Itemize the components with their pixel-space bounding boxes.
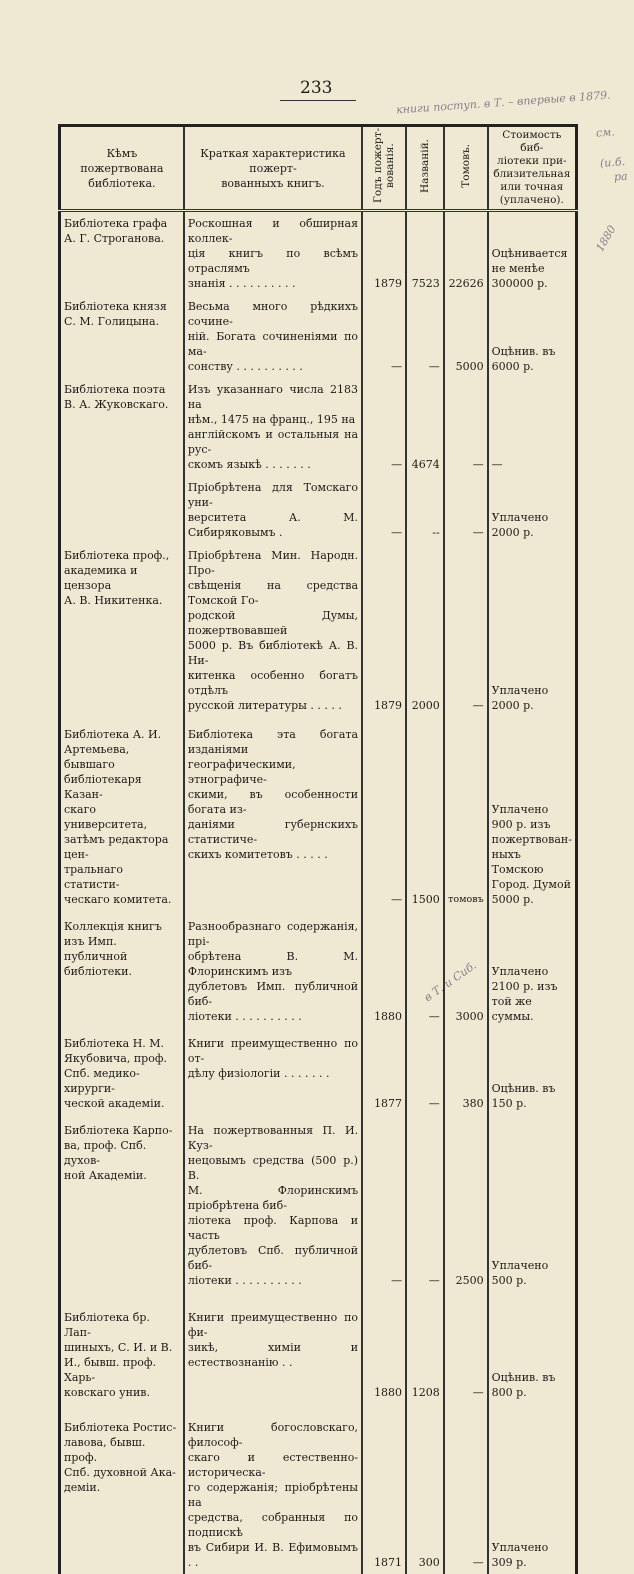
volumes-cell: — (444, 476, 488, 544)
cost-cell: — (488, 378, 577, 476)
titles-cell: — (406, 1028, 444, 1115)
description-cell: Книги преимущественно по фи- зикѣ, химiи и естествознанiю . . (184, 1292, 362, 1404)
volumes-cell: 3000 (444, 911, 488, 1028)
titles-cell: 1208 (406, 1292, 444, 1404)
description-cell: Книги преимущественно по от- дѣлу физiологiи . . . . . . . (184, 1028, 362, 1115)
volumes-cell: — (444, 1292, 488, 1404)
page-number-rule (280, 100, 356, 101)
cost-cell: Оцѣнивается не менѣе 300000 р. (488, 211, 577, 296)
header-titles: Названiй. (406, 126, 444, 211)
description-cell: Изъ указаннаго числа 2183 на нѣм., 1475 на франц., 195 на англiйскомъ и остальныя на рус- скомъ языкѣ . . . . . . . (184, 378, 362, 476)
cost-cell: Оцѣнив. въ 800 р. (488, 1292, 577, 1404)
titles-cell: — (406, 911, 444, 1028)
description-cell: Прiобрѣтена для Томскаго уни- верситета А. М. Сибиряковымъ . (184, 476, 362, 544)
titles-cell: 2000 (406, 544, 444, 717)
donations-table (58, 124, 578, 1574)
description-cell: Книги богословскаго, философ- скаго и естественно-историческа- го содержанiя; прiобрѣтены на средства, собранныя по подпискѣ въ Сибири И. В. Ефимовымъ . . (184, 1404, 362, 1574)
year-cell: 1871 (362, 1404, 406, 1574)
donor-cell: Библiотека князя С. М. Голицына. (60, 295, 184, 378)
handwritten-note: книги поступ. в Т. – впервые в 1879. (395, 88, 612, 117)
donor-cell: Библiотека проф., академика и цензора А. В. Никитенка. (60, 544, 184, 717)
titles-cell: 1500 (406, 717, 444, 911)
donor-cell: Библiотека Ростис- лавова, бывш. проф. Спб. духовной Ака- демiи. (60, 1404, 184, 1574)
titles-cell: 300 (406, 1404, 444, 1574)
description-cell: Весьма много рѣдкихъ сочине- нiй. Богата сочиненiями по ма- сонству . . . . . . . . . . (184, 295, 362, 378)
year-cell: — (362, 717, 406, 911)
header-volumes: Томовъ. (444, 126, 488, 211)
cost-cell: Оцѣнив. въ 6000 р. (488, 295, 577, 378)
table-row (60, 295, 577, 378)
table-row (60, 717, 577, 911)
cost-cell: Уплачено 2000 р. (488, 476, 577, 544)
description-cell: Разнообразнаго содержанiя, прi- обрѣтена В. М. Флоринскимъ изъ дублетовъ Имп. публичной биб- лiотеки . . . . . . . . . . (184, 911, 362, 1028)
year-cell: 1880 (362, 911, 406, 1028)
cost-cell: Уплачено 309 р. (488, 1404, 577, 1574)
donor-cell (60, 476, 184, 544)
titles-cell: -- (406, 476, 444, 544)
volumes-cell: — (444, 544, 488, 717)
handwritten-note: в Т. и Сиб. (421, 958, 479, 1005)
cost-cell: Уплачено 2100 р. изъ той же суммы. (488, 911, 577, 1028)
year-cell: — (362, 1115, 406, 1292)
year-cell: 1879 (362, 544, 406, 717)
year-cell: 1879 (362, 211, 406, 296)
donor-cell: Библiотека Карпо- ва, проф. Спб. духов- ной Академiи. (60, 1115, 184, 1292)
table-row (60, 211, 577, 296)
titles-cell: 7523 (406, 211, 444, 296)
handwritten-note: см. (595, 125, 616, 140)
titles-cell: — (406, 295, 444, 378)
cost-cell: Уплачено 2000 р. (488, 544, 577, 717)
table-row (60, 544, 577, 717)
description-cell: На пожертвованныя П. И. Куз- нецовымъ средства (500 р.) В. М. Флоринскимъ прiобрѣтена биб- лiотека проф. Карпова и часть дублетовъ Спб. публичной биб- лiотеки . . . . . . . . . . (184, 1115, 362, 1292)
year-cell: 1877 (362, 1028, 406, 1115)
donor-cell: Библiотека Н. М. Якубовича, проф. Спб. медико-хирурги- ческой академiи. (60, 1028, 184, 1115)
year-cell: — (362, 476, 406, 544)
volumes-cell: — (444, 378, 488, 476)
donor-cell: Библiотека бр. Лап- шиныхъ, С. И. и В. И., бывш. проф. Харь- ковскаго унив. (60, 1292, 184, 1404)
table-row (60, 1404, 577, 1574)
volumes-cell: 2500 (444, 1115, 488, 1292)
table-row (60, 1292, 577, 1404)
year-cell: — (362, 378, 406, 476)
titles-cell: 4674 (406, 378, 444, 476)
donor-cell: Библiотека графа А. Г. Строганова. (60, 211, 184, 296)
volumes-cell: 22626 (444, 211, 488, 296)
volumes-cell: 5000 (444, 295, 488, 378)
header-description: Краткая характеристика пожерт- вованныхъ книгъ. (184, 126, 362, 211)
table-header-row (60, 126, 577, 211)
description-cell: Роскошная и обширная коллек- цiя книгъ по всѣмъ отраслямъ знанiя . . . . . . . . . . (184, 211, 362, 296)
header-year: Годъ пожерт- вованiя. (362, 126, 406, 211)
table-row (60, 476, 577, 544)
table-row (60, 911, 577, 1028)
volumes-cell: — (444, 1404, 488, 1574)
handwritten-note: (и.б. (599, 155, 626, 170)
page-number: 233 (300, 78, 333, 98)
cost-cell: Оцѣнив. въ 150 р. (488, 1028, 577, 1115)
table-row (60, 1115, 577, 1292)
year-cell: 1880 (362, 1292, 406, 1404)
description-cell: Библiотека эта богата изданiями географическими, этнографиче- скими, въ особенности богата из- данiями губернскихъ статистиче- скихъ комитетовъ . . . . . (184, 717, 362, 911)
handwritten-note: ра (613, 169, 629, 184)
titles-cell: — (406, 1115, 444, 1292)
donor-cell: Библiотека А. И. Артемьева, бывшаго библiотекаря Казан- скаго университета, затѣмъ редактора цен- тральнаго статисти- ческаго комитета. (60, 717, 184, 911)
donor-cell: Коллекцiя книгъ изъ Имп. публичной библiотеки. (60, 911, 184, 1028)
description-cell: Прiобрѣтена Мин. Народн. Про- свѣщенiя на средства Томской Го- родской Думы, пожертвовавшей 5000 р. Въ библiотекѣ А. В. Ни- китенка особенно богатъ отдѣлъ русской литературы . . . . . (184, 544, 362, 717)
table-row (60, 1028, 577, 1115)
cost-cell: Уплачено 900 р. изъ пожертвован- ныхъ Томскою Город. Думой 5000 р. (488, 717, 577, 911)
donor-cell: Библiотека поэта В. А. Жуковскаго. (60, 378, 184, 476)
year-cell: — (362, 295, 406, 378)
header-cost: Стоимость биб- лiотеки при- близительная или точная (уплачено). (488, 126, 577, 211)
volumes-cell: томовъ (444, 717, 488, 911)
header-donor: Кѣмъ пожертвована библiотека. (60, 126, 184, 211)
table-row (60, 378, 577, 476)
handwritten-note: 1880 (593, 223, 619, 254)
volumes-cell: 380 (444, 1028, 488, 1115)
cost-cell: Уплачено 500 р. (488, 1115, 577, 1292)
